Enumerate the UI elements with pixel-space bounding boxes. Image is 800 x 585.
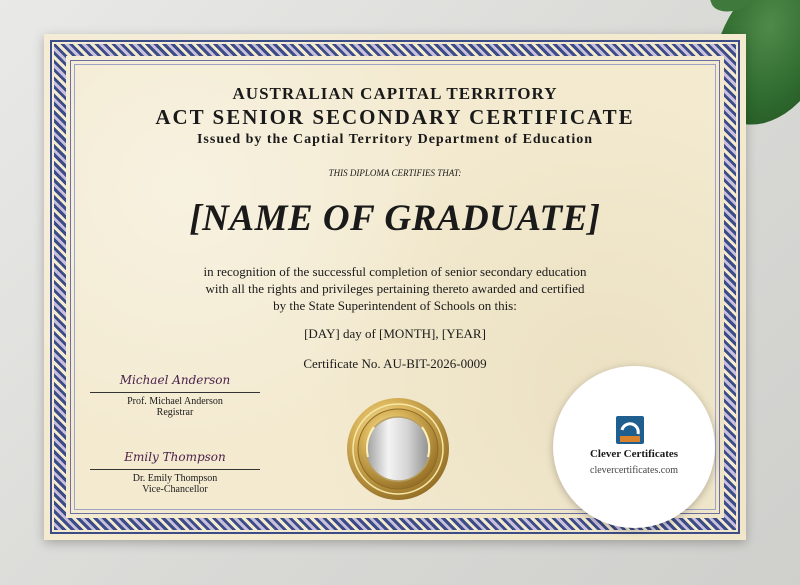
signatory-role: Registrar xyxy=(156,407,194,418)
certificate-region: AUSTRALIAN CAPITAL TERRITORY xyxy=(232,84,558,103)
signature-block-vice-chancellor xyxy=(90,450,260,495)
signatory-role: Vice-Chancellor xyxy=(142,484,208,495)
gold-seal-icon xyxy=(346,397,450,501)
certificate-title: ACT SENIOR SECONDARY CERTIFICATE xyxy=(155,105,635,129)
certificate-number: Certificate No. AU-BIT-2026-0009 xyxy=(303,356,487,371)
signatory-name: Dr. Emily Thompson xyxy=(132,473,218,484)
signature-script: Emily Thompson xyxy=(124,450,226,464)
brand-badge xyxy=(553,366,715,528)
certificate xyxy=(44,34,746,540)
signature-script: Michael Anderson xyxy=(119,373,231,387)
brand-name: Clever Certificates xyxy=(589,448,679,460)
signature-block-registrar xyxy=(90,373,260,418)
clever-certificates-logo-icon xyxy=(616,416,644,444)
recognition-line: in recognition of the successful completion of senior secondary education xyxy=(203,264,587,279)
certificate-issuer: Issued by the Captial Territory Department of Education xyxy=(196,132,594,147)
graduate-name: [NAME OF GRADUATE] xyxy=(189,198,601,239)
recognition-text xyxy=(44,263,746,314)
signature-line xyxy=(90,392,260,393)
recognition-line: by the State Superintendent of Schools on this: xyxy=(273,298,517,313)
recognition-line: with all the rights and privileges pertaining thereto awarded and certified xyxy=(205,281,585,296)
signature-line xyxy=(90,469,260,470)
award-date: [DAY] day of [MONTH], [YEAR] xyxy=(304,326,486,341)
certifies-label: THIS DIPLOMA CERTIFIES THAT: xyxy=(328,168,462,178)
brand-url: clevercertificates.com xyxy=(590,465,678,476)
signatory-name: Prof. Michael Anderson xyxy=(127,396,223,407)
